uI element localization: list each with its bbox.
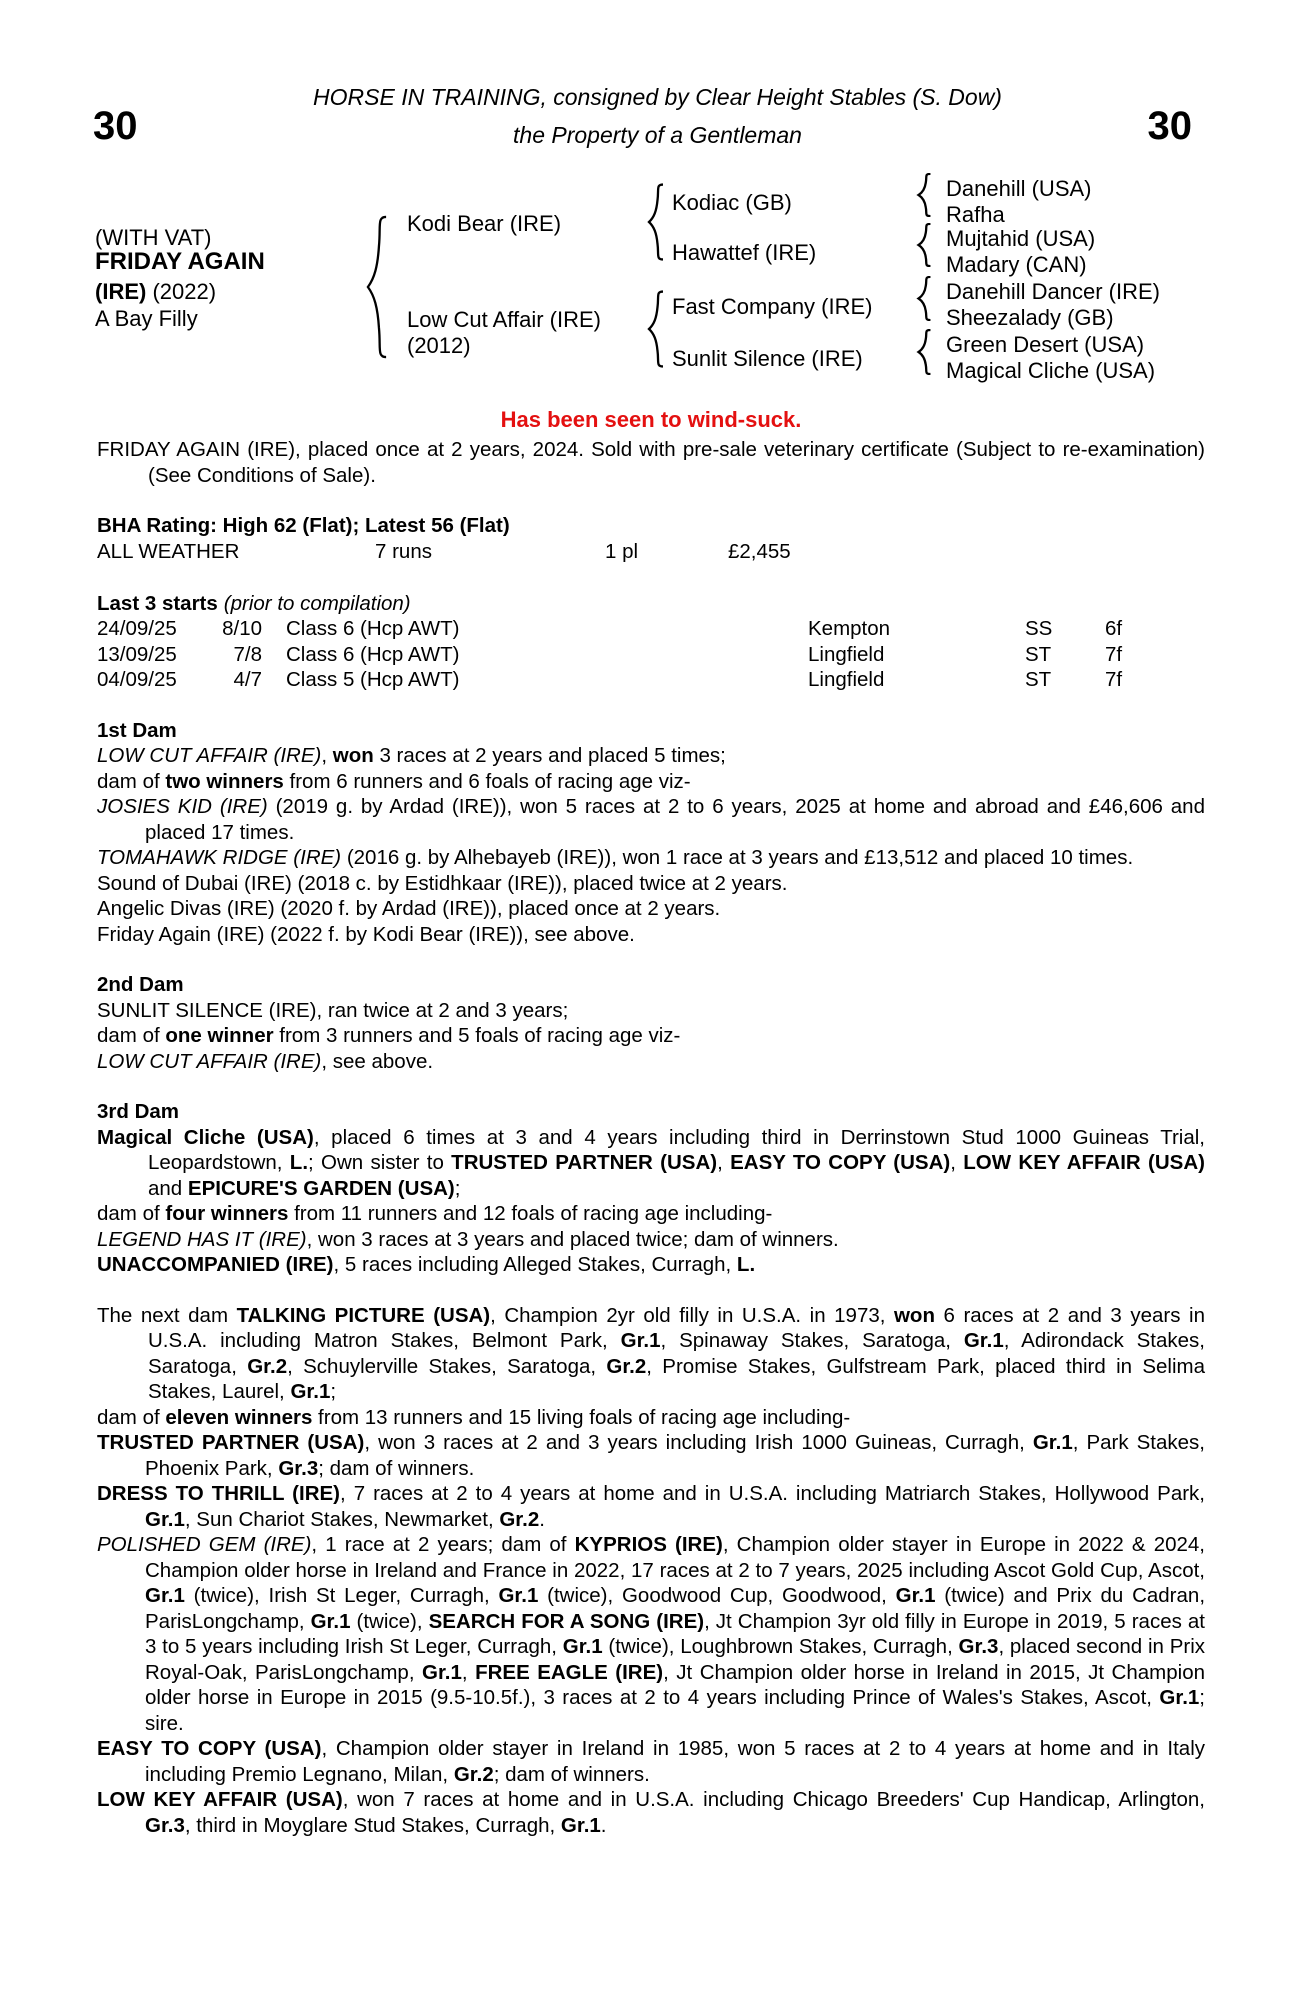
pedigree-g4-0: Danehill (USA) bbox=[946, 176, 1092, 201]
pedigree-g3-1: Hawattef (IRE) bbox=[672, 240, 817, 265]
record-earnings: £2,455 bbox=[728, 539, 791, 563]
last-start-row bbox=[97, 616, 1205, 642]
pedigree-table bbox=[0, 150, 1315, 408]
pedigree-dam-year: (2012) bbox=[407, 332, 471, 358]
section-heading: 2nd Dam bbox=[97, 973, 184, 996]
start-course: Lingfield bbox=[808, 668, 885, 691]
record-runs: 7 runs bbox=[375, 539, 432, 563]
pedigree-brace-dam bbox=[646, 290, 666, 368]
pedigree-brace-g4-1 bbox=[916, 223, 933, 267]
section-heading: 1st Dam bbox=[97, 718, 177, 742]
produce-entry: Friday Again (IRE) (2022 f. by Kodi Bear (IRE)), see above. bbox=[97, 922, 635, 946]
last-starts-subtitle: (prior to compilation) bbox=[223, 591, 411, 615]
start-date: 04/09/25 bbox=[97, 668, 177, 691]
section-heading: 3rd Dam bbox=[97, 1100, 180, 1123]
dam-summary: dam of eleven winners from 13 runners and 15 living foals of racing age including- bbox=[97, 1405, 851, 1429]
first-dam-section bbox=[97, 718, 1205, 948]
record-placed: 1 pl bbox=[605, 539, 639, 563]
lot-number-right: 30 bbox=[1147, 104, 1192, 148]
pedigree-g3-2: Fast Company (IRE) bbox=[672, 294, 873, 319]
start-distance: 6f bbox=[1105, 617, 1123, 640]
start-course: Lingfield bbox=[808, 642, 885, 666]
last-start-row bbox=[97, 642, 1205, 668]
produce-entry: DRESS TO THRILL (IRE), 7 races at 2 to 4 years at home and in U.S.A. including Matriarch Stakes, Hollywood Park, Gr.1, Sun Chariot Stakes, Newmarket, Gr.2. bbox=[97, 1482, 1206, 1531]
pedigree-brace-g4-2 bbox=[916, 276, 933, 321]
body-column bbox=[97, 437, 1205, 1838]
last-starts-title: Last 3 starts bbox=[97, 591, 218, 615]
horse-year: (2022) bbox=[152, 279, 217, 304]
pedigree-g4-pair-0 bbox=[946, 176, 1092, 227]
start-class: Class 6 (Hcp AWT) bbox=[286, 642, 460, 666]
produce-entry: POLISHED GEM (IRE), 1 race at 2 years; dam of KYPRIOS (IRE), Champion older stayer in Europe in 2022 & 2024, Champion older horse in Ireland and France in 2022, 17 races at 2 to 7 years, 2025 including Ascot Gold Cup, Ascot, Gr.1 (twice), Irish St Leger, Curragh, Gr.1 (twice), Goodwood Cup, Goodwood, Gr.1 (twice) and Prix du Cadran, ParisLongchamp, Gr.1 (twice), SEARCH FOR A SONG (IRE), Jt Champion 3yr old filly in Europe in 2019, 5 races at 3 to 5 years including Irish St Leger, Curragh, Gr.1 (twice), Loughbrown Stakes, Curragh, Gr.3, placed second in Prix Royal-Oak, ParisLongchamp, Gr.1, FREE EAGLE (IRE), Jt Champion older horse in Ireland in 2015, Jt Champion older horse in Europe in 2015 (9.5-10.5f.), 3 races at 2 to 4 years including Prince of Wales's Stakes, Ascot, Gr.1; sire. bbox=[97, 1533, 1206, 1735]
horse-suffix: (IRE) bbox=[95, 279, 147, 304]
pedigree-dam-name: Low Cut Affair (IRE) bbox=[407, 307, 601, 332]
produce-entry: LOW KEY AFFAIR (USA), won 7 races at home and in U.S.A. including Chicago Breeders' Cup Handicap, Arlington, Gr.3, third in Moyglare Stud Stakes, Curragh, Gr.1. bbox=[97, 1788, 1205, 1837]
pedigree-brace-main bbox=[364, 214, 390, 360]
produce-entry: LEGEND HAS IT (IRE), won 3 races at 3 years and placed twice; dam of winners. bbox=[97, 1227, 839, 1251]
start-position: 7/8 bbox=[233, 642, 262, 666]
vat-note: (WITH VAT) bbox=[95, 225, 212, 250]
start-going: ST bbox=[1025, 642, 1052, 666]
start-distance: 7f bbox=[1105, 668, 1123, 691]
race-record-row bbox=[97, 539, 1205, 566]
wind-suck-notice: Has been seen to wind-suck. bbox=[500, 407, 802, 432]
produce-entry: Sound of Dubai (IRE) (2018 c. by Estidhkaar (IRE)), placed twice at 2 years. bbox=[97, 871, 788, 895]
start-class: Class 5 (Hcp AWT) bbox=[286, 668, 460, 691]
pedigree-g4-6: Green Desert (USA) bbox=[946, 332, 1145, 357]
lot-number-left: 30 bbox=[93, 104, 138, 148]
pedigree-g3-0: Kodiac (GB) bbox=[672, 190, 792, 215]
pedigree-sire: Kodi Bear (IRE) bbox=[407, 211, 562, 236]
bha-rating-line: BHA Rating: High 62 (Flat); Latest 56 (Flat) bbox=[97, 514, 510, 537]
dam-summary: dam of two winners from 6 runners and 6 foals of racing age viz- bbox=[97, 769, 691, 793]
last-starts-heading bbox=[97, 591, 1205, 617]
produce-entry: UNACCOMPANIED (IRE), 5 races including Alleged Stakes, Curragh, L. bbox=[97, 1253, 756, 1276]
dam-entry: LOW CUT AFFAIR (IRE), won 3 races at 2 years and placed 5 times; bbox=[97, 744, 726, 767]
dam-summary: dam of four winners from 11 runners and 12 foals of racing age including- bbox=[97, 1202, 773, 1225]
pedigree-g4-4: Danehill Dancer (IRE) bbox=[946, 279, 1160, 304]
start-going: ST bbox=[1025, 668, 1052, 691]
start-distance: 7f bbox=[1105, 642, 1123, 666]
third-dam-section bbox=[97, 1099, 1205, 1278]
start-going: SS bbox=[1025, 617, 1053, 640]
pedigree-g4-2: Mujtahid (USA) bbox=[946, 226, 1096, 251]
start-course: Kempton bbox=[808, 617, 891, 640]
produce-entry: TOMAHAWK RIDGE (IRE) (2016 g. by Alhebayeb (IRE)), won 1 race at 3 years and £13,512 and placed 10 times. bbox=[97, 846, 1134, 869]
pedigree-brace-g4-0 bbox=[916, 173, 933, 217]
second-dam-section bbox=[97, 972, 1205, 1074]
produce-entry: TRUSTED PARTNER (USA), won 3 races at 2 and 3 years including Irish 1000 Guineas, Curragh, Gr.1, Park Stakes, Phoenix Park, Gr.3; dam of winners. bbox=[97, 1431, 1205, 1480]
pedigree-g3-3: Sunlit Silence (IRE) bbox=[672, 346, 863, 371]
start-date: 24/09/25 bbox=[97, 617, 177, 640]
pedigree-g4-5: Sheezalady (GB) bbox=[946, 304, 1114, 330]
dam-summary: dam of one winner from 3 runners and 5 foals of racing age viz- bbox=[97, 1024, 681, 1047]
record-surface: ALL WEATHER bbox=[97, 539, 240, 563]
pedigree-g4-3: Madary (CAN) bbox=[946, 251, 1087, 277]
horse-description: A Bay Filly bbox=[95, 306, 198, 331]
dam-entry: SUNLIT SILENCE (IRE), ran twice at 2 and 3 years; bbox=[97, 998, 569, 1022]
property-line: the Property of a Gentleman bbox=[513, 122, 802, 148]
rating-section bbox=[97, 513, 1205, 566]
pedigree-g4-1: Rafha bbox=[946, 201, 1005, 227]
dam-entry: Magical Cliche (USA), placed 6 times at 3 and 4 years including third in Derrinstown Stud 1000 Guineas Trial, Leopardstown, L.; Own sister to TRUSTED PARTNER (USA), EASY TO COPY (USA), LOW KEY AFFAIR (USA) and EPICURE'S GARDEN (USA); bbox=[97, 1125, 1205, 1200]
pedigree-g4-pair-2 bbox=[946, 279, 1160, 330]
intro-paragraph: FRIDAY AGAIN (IRE), placed once at 2 years, 2024. Sold with pre-sale veterinary certificate (Subject to re-examination) (See Conditions of Sale). bbox=[97, 438, 1205, 487]
start-class: Class 6 (Hcp AWT) bbox=[286, 617, 460, 640]
consignor-line: HORSE IN TRAINING, consigned by Clear Height Stables (S. Dow) bbox=[313, 84, 1002, 110]
last-start-row bbox=[97, 667, 1205, 693]
pedigree-brace-sire bbox=[646, 183, 666, 261]
pedigree-g4-pair-1 bbox=[946, 226, 1095, 277]
last-starts-section bbox=[97, 591, 1205, 693]
horse-suffix-year bbox=[95, 279, 216, 305]
page-header bbox=[0, 0, 1315, 150]
start-position: 8/10 bbox=[222, 617, 262, 640]
pedigree-g4-7: Magical Cliche (USA) bbox=[946, 357, 1156, 383]
produce-entry: Angelic Divas (IRE) (2020 f. by Ardad (IRE)), placed once at 2 years. bbox=[97, 897, 721, 920]
horse-name: FRIDAY AGAIN bbox=[95, 248, 265, 275]
pedigree-brace-g4-3 bbox=[916, 329, 933, 375]
produce-entry: LOW CUT AFFAIR (IRE), see above. bbox=[97, 1049, 434, 1073]
pedigree-dam bbox=[407, 307, 601, 358]
dam-entry: The next dam TALKING PICTURE (USA), Champion 2yr old filly in U.S.A. in 1973, won 6 races at 2 and 3 years in U.S.A. including Matron Stakes, Belmont Park, Gr.1, Spinaway Stakes, Saratoga, Gr.1, Adirondack Stakes, Saratoga, Gr.2, Schuylerville Stakes, Saratoga, Gr.2, Promise Stakes, Gulfstream Park, placed third in Selima Stakes, Laurel, Gr.1; bbox=[97, 1303, 1206, 1403]
next-dam-section bbox=[97, 1303, 1205, 1839]
produce-entry: EASY TO COPY (USA), Champion older stayer in Ireland in 1985, won 5 races at 2 to 4 years at home and in Italy including Premio Legnano, Milan, Gr.2; dam of winners. bbox=[97, 1737, 1205, 1786]
start-position: 4/7 bbox=[233, 668, 262, 691]
start-date: 13/09/25 bbox=[97, 642, 177, 666]
pedigree-g4-pair-3 bbox=[946, 332, 1155, 383]
produce-entry: JOSIES KID (IRE) (2019 g. by Ardad (IRE)), won 5 races at 2 to 6 years, 2025 at home and abroad and £46,606 and placed 17 times. bbox=[97, 795, 1205, 844]
